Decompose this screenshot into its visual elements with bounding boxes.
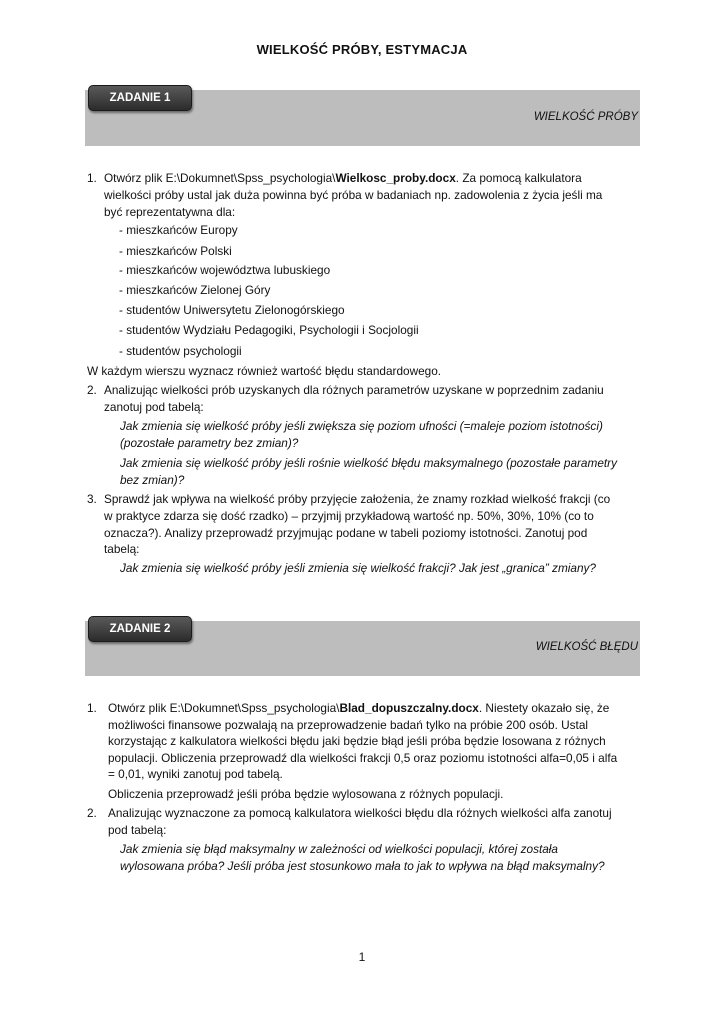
task2-item1-line6: Obliczenia przeprowadź jeśli próba będzie wylosowana z różnych populacji.: [108, 787, 504, 801]
task2-item1-line4: populacji. Obliczenia przeprowadź dla wielkości frakcji 0,5 oraz poziomu istotności alfa=0,05 i alfa: [108, 751, 618, 765]
task2-badge: ZADANIE 2: [88, 616, 192, 642]
task2-item2-line1: Analizując wyznaczone za pomocą kalkulatora wielkości błędu dla różnych wielkości alfa zanotuj: [108, 806, 612, 820]
task1-item1-number: 1.: [87, 171, 97, 185]
task1-bullet: - mieszkańców Zielonej Góry: [119, 283, 271, 297]
task1-item1-line1: Otwórz plik E:\Dokumnet\Spss_psychologia\Wielkosc_proby.docx. Za pomocą kalkulatora: [104, 171, 582, 185]
task1-question: Jak zmienia się wielkość próby jeśli rośnie wielkość błędu maksymalnego (pozostałe parametry: [120, 456, 617, 470]
task1-bullet: - studentów Uniwersytetu Zielonogórskiego: [119, 303, 345, 317]
task1-note: W każdym wierszu wyznacz również wartość błędu standardowego.: [87, 364, 442, 378]
task1-bullet: - studentów Wydziału Pedagogiki, Psychologii i Socjologii: [119, 323, 419, 337]
task1-question: bez zmian)?: [120, 473, 185, 487]
task1-item2-line2: zanotuj pod tabelą:: [104, 400, 204, 414]
task1-item1-line3: być reprezentatywna dla:: [104, 205, 236, 219]
task1-section-label: WIELKOŚĆ PRÓBY: [533, 111, 638, 123]
task1-item2-number: 2.: [87, 383, 97, 397]
task1-question: Jak zmienia się wielkość próby jeśli zwiększa się poziom ufności (=maleje poziom istotności): [120, 419, 603, 433]
task1-item1-line2: wielkości próby ustal jak duża powinna być próba w badaniach np. zadowolenia z życia jeśli ma: [104, 188, 603, 202]
task1-question: (pozostałe parametry bez zmian)?: [120, 436, 299, 450]
task1-item3-line4: tabelą:: [104, 542, 140, 556]
task1-item2-line1: Analizując wielkości prób uzyskanych dla różnych parametrów uzyskane w poprzednim zadaniu: [104, 383, 604, 397]
task2-item2-line2: pod tabelą:: [108, 823, 167, 837]
task1-item3-line2: w praktyce zdarza się dość rzadko) – przyjmij przykładową wartość np. 50%, 30%, 10% (co to: [104, 509, 594, 523]
task2-item1-line1: Otwórz plik E:\Dokumnet\Spss_psychologia\Blad_dopuszczalny.docx. Niestety okazało się, że: [108, 701, 610, 715]
task2-item2-number: 2.: [87, 806, 97, 820]
task1-question: Jak zmienia się wielkość próby jeśli zmienia się wielkość frakcji? Jak jest „granica” zmiany?: [120, 561, 596, 575]
task1-bullet: - mieszkańców Polski: [119, 244, 232, 258]
task1-item3-line3: oznacza?). Analizy przeprowadź przyjmując podane w tabeli poziomy istotności. Zanotuj pod: [104, 526, 588, 540]
task2-item1-line2: możliwości finansowe pozwalają na przeprowadzenie badań tylko na próbie 200 osób. Ustal: [108, 718, 589, 732]
task1-bullet: - mieszkańców województwa lubuskiego: [119, 263, 331, 277]
task1-badge: ZADANIE 1: [88, 85, 192, 111]
task1-item3-number: 3.: [87, 492, 97, 506]
page-title: WIELKOŚĆ PRÓBY, ESTYMACJA: [256, 42, 468, 57]
task2-section-label: WIELKOŚĆ BŁĘDU: [535, 641, 638, 653]
task2-item1-number: 1.: [87, 701, 97, 715]
task1-bullet: - studentów psychologii: [119, 344, 242, 358]
page-number: 1: [358, 950, 366, 964]
task1-item3-line1: Sprawdź jak wpływa na wielkość próby przyjęcie założenia, że znamy rozkład wielkość frakcji (co: [104, 492, 611, 506]
task2-item1-line5: = 0,01, wyniki zanotuj pod tabelą.: [108, 767, 283, 781]
task2-question: wylosowana próba? Jeśli próba jest stosunkowo mała to jak to wpływa na błąd maksymalny?: [120, 859, 605, 873]
task2-item1-line3: korzystając z kalkulatora wielkości błędu jaki będzie błąd jeśli próba będzie losowana z różnych: [108, 734, 606, 748]
task1-bullet: - mieszkańców Europy: [119, 223, 238, 237]
task2-question: Jak zmienia się błąd maksymalny w zależności od wielkości populacji, której została: [120, 842, 558, 856]
